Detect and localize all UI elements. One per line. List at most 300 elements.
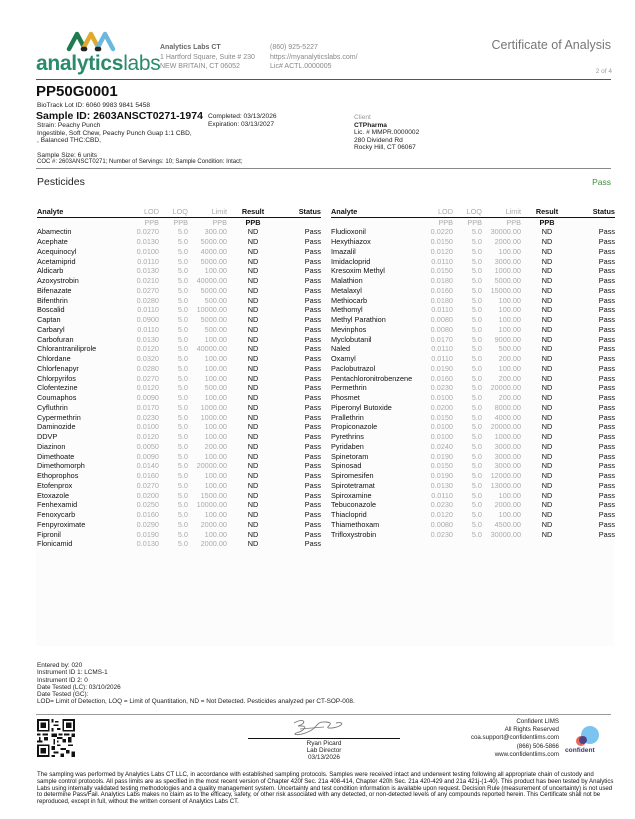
lod-cell: 0.0140 <box>136 461 159 471</box>
table-row <box>331 471 615 481</box>
loq-cell: 5.0 <box>471 422 482 432</box>
loq-cell: 5.0 <box>471 529 482 539</box>
analyte-cell: Coumaphos <box>37 393 77 402</box>
date-tested-gc: Date Tested (GC): <box>37 691 89 699</box>
status-cell: Pass <box>304 295 321 305</box>
loq-cell: 5.0 <box>471 227 482 237</box>
result-cell: ND <box>247 305 259 315</box>
lab-address-2: NEW BRITAIN, CT 06052 <box>160 63 240 71</box>
status-cell: Pass <box>598 529 615 539</box>
limit-cell: 100.00 <box>204 354 227 363</box>
result-cell: ND <box>247 246 259 256</box>
limit-cell: 100.00 <box>204 471 227 480</box>
abbreviation-legend: LOD= Limit of Detection, LOQ = Limit of Quantitation, ND = Not Detected. Pesticides analyzed per CT-SOP-008. <box>37 698 355 706</box>
loq-cell: 5.0 <box>177 315 188 324</box>
client-label: Client <box>354 114 371 121</box>
result-cell: ND <box>247 285 259 295</box>
loq-cell: 5.0 <box>177 432 188 441</box>
result-cell: ND <box>541 237 553 246</box>
limit-cell: 5000.00 <box>200 256 227 266</box>
result-cell: ND <box>247 393 259 402</box>
limit-cell: 8000.00 <box>494 402 521 412</box>
limit-cell: 1000.00 <box>494 432 521 441</box>
lod-cell: 0.0100 <box>430 432 453 441</box>
status-cell: Pass <box>304 227 321 237</box>
loq-cell: 5.0 <box>177 373 188 383</box>
limit-cell: 100.00 <box>204 451 227 461</box>
analyte-cell: Cypermethrin <box>37 412 81 422</box>
analyte-cell: Boscalid <box>37 305 65 315</box>
table-row <box>37 257 321 267</box>
limit-cell: 13000.00 <box>490 480 521 490</box>
lod-cell: 0.0130 <box>136 539 159 549</box>
loq-cell: 5.0 <box>471 510 482 519</box>
col-status: Status <box>298 207 321 216</box>
result-cell: ND <box>247 471 259 480</box>
analyte-cell: Pyridaben <box>331 441 364 451</box>
lims-phone: (866) 506-5866 <box>516 742 559 750</box>
table-row <box>331 286 615 296</box>
result-cell: ND <box>541 480 553 490</box>
analyte-cell: Fenpyroximate <box>37 519 86 529</box>
status-cell: Pass <box>598 393 615 402</box>
lab-website[interactable]: https://myanalyticslabs.com/ <box>270 53 358 61</box>
loq-cell: 5.0 <box>177 256 188 266</box>
limit-cell: 100.00 <box>498 363 521 373</box>
result-cell: ND <box>541 305 553 315</box>
loq-cell: 5.0 <box>177 285 188 295</box>
lod-cell: 0.0110 <box>431 344 453 354</box>
analyte-cell: Carbaryl <box>37 324 65 334</box>
table-row <box>37 227 321 237</box>
result-cell: ND <box>541 276 553 285</box>
client-name: CTPharma <box>354 121 387 129</box>
limit-cell: 500.00 <box>204 295 227 305</box>
loq-cell: 5.0 <box>177 402 188 412</box>
limit-cell: 2000.00 <box>200 519 227 529</box>
lod-cell: 0.0120 <box>136 432 159 441</box>
result-cell: ND <box>247 510 259 519</box>
table-row <box>331 237 615 247</box>
status-cell: Pass <box>304 285 321 295</box>
result-cell: ND <box>247 422 259 432</box>
status-cell: Pass <box>304 276 321 285</box>
result-cell: ND <box>541 246 553 256</box>
limit-cell: 500.00 <box>204 383 227 393</box>
limit-cell: 5000.00 <box>200 315 227 324</box>
result-cell: ND <box>541 363 553 373</box>
analyte-cell: Cyfluthrin <box>37 402 68 412</box>
limit-cell: 4000.00 <box>200 246 227 256</box>
status-cell: Pass <box>598 373 615 383</box>
limit-cell: 100.00 <box>204 422 227 432</box>
logo-wordmark <box>36 52 161 76</box>
result-cell: ND <box>247 432 259 441</box>
analyte-cell: Chlordane <box>37 354 71 363</box>
status-cell: Pass <box>598 510 615 519</box>
loq-cell: 5.0 <box>471 256 482 266</box>
limit-cell: 1000.00 <box>494 266 521 276</box>
loq-cell: 5.0 <box>471 490 482 500</box>
sample-dates <box>208 113 277 128</box>
result-cell: ND <box>247 373 259 383</box>
table-row <box>331 315 615 325</box>
table-row <box>37 481 321 491</box>
status-cell: Pass <box>598 490 615 500</box>
result-cell: ND <box>247 402 259 412</box>
lod-cell: 0.0220 <box>430 227 453 237</box>
unit-limit: PPB <box>506 217 521 227</box>
limit-cell: 2000.00 <box>200 539 227 549</box>
analyte-cell: Carbofuran <box>37 334 74 344</box>
loq-cell: 5.0 <box>471 432 482 441</box>
col-limit: Limit <box>211 207 227 216</box>
analyte-cell: Paclobutrazol <box>331 363 376 373</box>
status-cell: Pass <box>304 510 321 519</box>
result-cell: ND <box>541 227 553 237</box>
lims-info <box>471 718 559 759</box>
status-cell: Pass <box>304 237 321 246</box>
pesticides-table-left <box>37 207 321 549</box>
analyte-cell: Acequinocyl <box>37 246 77 256</box>
status-cell: Pass <box>304 393 321 402</box>
table-row <box>37 354 321 364</box>
limit-cell: 3000.00 <box>494 461 521 471</box>
loq-cell: 5.0 <box>471 500 482 510</box>
loq-cell: 5.0 <box>177 266 188 276</box>
lod-cell: 0.0150 <box>430 266 453 276</box>
status-cell: Pass <box>304 315 321 324</box>
analyte-cell: Spiroxamine <box>331 490 372 500</box>
table-row <box>37 452 321 462</box>
result-cell: ND <box>247 480 259 490</box>
result-cell: ND <box>541 490 553 500</box>
table-row <box>37 237 321 247</box>
limit-cell: 200.00 <box>204 441 227 451</box>
col-loq: LOQ <box>466 207 482 216</box>
col-limit: Limit <box>505 207 521 216</box>
lod-cell: 0.0100 <box>136 246 159 256</box>
result-cell: ND <box>247 227 259 237</box>
status-cell: Pass <box>304 373 321 383</box>
table-row <box>331 413 615 423</box>
table-row <box>37 344 321 354</box>
client-address-1: 280 Dividend Rd <box>354 136 403 144</box>
result-cell: ND <box>247 461 259 471</box>
status-cell: Pass <box>598 285 615 295</box>
test-notes <box>37 662 355 706</box>
status-cell: Pass <box>598 441 615 451</box>
limit-cell: 100.00 <box>204 480 227 490</box>
lod-cell: 0.0110 <box>431 305 453 315</box>
signature-image <box>290 717 350 739</box>
limit-cell: 40000.00 <box>196 276 227 285</box>
lod-cell: 0.0270 <box>136 285 159 295</box>
limit-cell: 200.00 <box>498 373 521 383</box>
qr-code-icon[interactable] <box>37 719 75 757</box>
lod-cell: 0.0170 <box>136 402 159 412</box>
table-row <box>37 315 321 325</box>
status-cell: Pass <box>304 334 321 344</box>
result-cell: ND <box>541 529 553 539</box>
table-row <box>37 539 321 549</box>
table-row <box>331 325 615 335</box>
limit-cell: 1500.00 <box>200 490 227 500</box>
result-cell: ND <box>247 500 259 510</box>
analyte-cell: Methiocarb <box>331 295 368 305</box>
lims-email[interactable]: coa.support@confidentlims.com <box>470 734 559 742</box>
analyte-cell: Spinosad <box>331 461 362 471</box>
lod-cell: 0.0230 <box>430 383 453 393</box>
table-row <box>37 471 321 481</box>
loq-cell: 5.0 <box>177 490 188 500</box>
analyte-cell: Mevinphos <box>331 324 367 334</box>
table-row <box>331 530 615 540</box>
status-cell: Pass <box>598 305 615 315</box>
result-cell: ND <box>247 529 259 539</box>
header-divider <box>36 79 611 80</box>
status-cell: Pass <box>598 519 615 529</box>
table-row <box>331 442 615 452</box>
loq-cell: 5.0 <box>177 276 188 285</box>
unit-blank <box>275 218 321 228</box>
col-analyte: Analyte <box>37 207 64 216</box>
unit-result: PPB <box>245 217 261 227</box>
result-cell: ND <box>541 412 553 422</box>
lod-cell: 0.0320 <box>136 354 159 363</box>
result-cell: ND <box>541 295 553 305</box>
table-row <box>331 481 615 491</box>
lod-cell: 0.0100 <box>136 422 159 432</box>
lod-cell: 0.0250 <box>136 500 159 510</box>
analyte-cell: Pyrethrins <box>331 432 364 441</box>
lod-cell: 0.0150 <box>430 412 453 422</box>
analyte-cell: Myclobutanil <box>331 334 372 344</box>
lod-cell: 0.0110 <box>137 305 159 315</box>
lod-cell: 0.0230 <box>136 412 159 422</box>
result-cell: ND <box>541 402 553 412</box>
table-row <box>331 247 615 257</box>
lod-cell: 0.0270 <box>136 227 159 237</box>
col-result: Result <box>535 207 559 216</box>
table-row <box>331 374 615 384</box>
loq-cell: 5.0 <box>471 412 482 422</box>
table-row <box>37 422 321 432</box>
lab-phone: (860) 925-5227 <box>270 44 318 51</box>
lab-name: Analytics Labs CT <box>160 44 221 51</box>
limit-cell: 100.00 <box>498 305 521 315</box>
analyte-cell: Chlorantraniliprole <box>37 344 97 354</box>
limit-cell: 9000.00 <box>494 334 521 344</box>
loq-cell: 5.0 <box>471 441 482 451</box>
table-row <box>37 383 321 393</box>
loq-cell: 5.0 <box>471 402 482 412</box>
limit-cell: 20000.00 <box>490 422 521 432</box>
table-header <box>331 207 615 218</box>
limit-cell: 100.00 <box>204 334 227 344</box>
table-row <box>331 383 615 393</box>
status-cell: Pass <box>598 432 615 441</box>
loq-cell: 5.0 <box>471 471 482 480</box>
status-cell: Pass <box>304 441 321 451</box>
lod-cell: 0.0200 <box>430 402 453 412</box>
table-row <box>331 305 615 315</box>
limit-cell: 100.00 <box>204 373 227 383</box>
status-cell: Pass <box>304 519 321 529</box>
table-row <box>37 335 321 345</box>
lod-cell: 0.0190 <box>430 451 453 461</box>
analyte-cell: Hexythiazox <box>331 237 371 246</box>
loq-cell: 5.0 <box>471 295 482 305</box>
analyte-cell: Clofentezine <box>37 383 78 393</box>
result-cell: ND <box>247 412 259 422</box>
limit-cell: 5000.00 <box>200 285 227 295</box>
loq-cell: 5.0 <box>471 276 482 285</box>
loq-cell: 5.0 <box>177 227 188 237</box>
table-row <box>37 520 321 530</box>
status-cell: Pass <box>304 402 321 412</box>
loq-cell: 5.0 <box>177 529 188 539</box>
loq-cell: 5.0 <box>471 285 482 295</box>
status-cell: Pass <box>598 363 615 373</box>
table-row <box>331 452 615 462</box>
result-cell: ND <box>541 334 553 344</box>
table-row <box>37 442 321 452</box>
limit-cell: 30000.00 <box>490 529 521 539</box>
analyte-cell: Acephate <box>37 237 68 246</box>
loq-cell: 5.0 <box>177 539 188 549</box>
sample-id: Sample ID: 2603ANSCT0271-1974 <box>36 110 203 122</box>
limit-cell: 5000.00 <box>494 276 521 285</box>
status-cell: Pass <box>598 422 615 432</box>
strain: Strain: Peachy Punch <box>37 122 101 129</box>
analyte-cell: Chlorpyrifos <box>37 373 76 383</box>
table-row <box>37 296 321 306</box>
limit-cell: 100.00 <box>204 510 227 519</box>
status-cell: Pass <box>598 237 615 246</box>
analyte-cell: Fenoxycarb <box>37 510 76 519</box>
limit-cell: 200.00 <box>498 354 521 363</box>
table-row <box>37 461 321 471</box>
lod-cell: 0.0090 <box>136 451 159 461</box>
loq-cell: 5.0 <box>177 324 188 334</box>
status-cell: Pass <box>598 383 615 393</box>
limit-cell: 2000.00 <box>494 500 521 510</box>
status-cell: Pass <box>598 295 615 305</box>
limit-cell: 2000.00 <box>494 237 521 246</box>
status-cell: Pass <box>304 363 321 373</box>
logo-waves-icon <box>66 30 122 52</box>
lod-cell: 0.0160 <box>430 373 453 383</box>
status-cell: Pass <box>304 354 321 363</box>
result-cell: ND <box>247 490 259 500</box>
result-cell: ND <box>541 471 553 480</box>
lod-cell: 0.0180 <box>430 295 453 305</box>
result-cell: ND <box>247 383 259 393</box>
result-cell: ND <box>541 510 553 519</box>
loq-cell: 5.0 <box>471 383 482 393</box>
col-lod: LOD <box>437 207 453 216</box>
table-row <box>331 266 615 276</box>
analyte-cell: DDVP <box>37 432 58 441</box>
analyte-cell: Etofenprox <box>37 480 73 490</box>
analyte-cell: Abamectin <box>37 227 72 237</box>
analyte-cell: Kresoxim Methyl <box>331 266 385 276</box>
result-cell: ND <box>541 422 553 432</box>
status-cell: Pass <box>304 412 321 422</box>
lod-cell: 0.0240 <box>430 441 453 451</box>
status-cell: Pass <box>598 324 615 334</box>
lims-website[interactable]: www.confidentlims.com <box>494 750 559 758</box>
loq-cell: 5.0 <box>471 334 482 344</box>
table-row <box>37 500 321 510</box>
result-cell: ND <box>541 266 553 276</box>
result-cell: ND <box>247 334 259 344</box>
section-title: Pesticides <box>37 176 85 188</box>
confident-logo-text: confident <box>565 747 595 754</box>
loq-cell: 5.0 <box>177 237 188 246</box>
table-row <box>331 520 615 530</box>
lod-cell: 0.0170 <box>430 334 453 344</box>
loq-cell: 5.0 <box>471 363 482 373</box>
status-cell: Pass <box>304 422 321 432</box>
biotrack-lot: BioTrack Lot ID: 6060 9983 9841 5458 <box>37 102 151 109</box>
loq-cell: 5.0 <box>471 237 482 246</box>
result-cell: ND <box>247 324 259 334</box>
table-row <box>37 491 321 501</box>
loq-cell: 5.0 <box>177 480 188 490</box>
lod-cell: 0.0210 <box>136 276 159 285</box>
limit-cell: 20000.00 <box>490 383 521 393</box>
table-row <box>37 305 321 315</box>
table-row <box>37 510 321 520</box>
table-row <box>331 491 615 501</box>
status-cell: Pass <box>304 246 321 256</box>
analyte-cell: Pentachloronitrobenzene <box>331 373 413 383</box>
lod-cell: 0.0130 <box>136 266 159 276</box>
coc-info: COC #: 2603ANSCT0271; Number of Servings: 10; Sample Condition: Intact; <box>37 159 243 165</box>
loq-cell: 5.0 <box>471 344 482 354</box>
analyte-cell: Oxamyl <box>331 354 356 363</box>
limit-cell: 300.00 <box>204 227 227 237</box>
loq-cell: 5.0 <box>177 383 188 393</box>
table-row <box>37 247 321 257</box>
analyte-cell: Bifenthrin <box>37 295 68 305</box>
loq-cell: 5.0 <box>471 354 482 363</box>
col-result: Result <box>241 207 265 216</box>
table-row <box>331 510 615 520</box>
result-cell: ND <box>247 354 259 363</box>
lod-cell: 0.0110 <box>431 256 453 266</box>
analyte-cell: Phosmet <box>331 393 360 402</box>
result-cell: ND <box>247 344 259 354</box>
analyte-cell: Methomyl <box>331 305 363 315</box>
client-license: Lic. # MMPR.0000002 <box>354 129 420 137</box>
unit-lod: PPB <box>438 217 453 227</box>
pesticides-table-right <box>331 207 615 539</box>
status-cell: Pass <box>598 471 615 480</box>
lod-cell: 0.0900 <box>136 315 159 324</box>
analyte-cell: Naled <box>331 344 351 354</box>
logo-text-light: labs <box>123 52 161 75</box>
lod-cell: 0.0150 <box>430 461 453 471</box>
sample-size: Sample Size: 6 units <box>37 152 98 159</box>
status-cell: Pass <box>598 500 615 510</box>
lab-info <box>160 43 255 72</box>
loq-cell: 5.0 <box>177 344 188 354</box>
lod-cell: 0.0110 <box>137 256 159 266</box>
status-cell: Pass <box>304 344 321 354</box>
